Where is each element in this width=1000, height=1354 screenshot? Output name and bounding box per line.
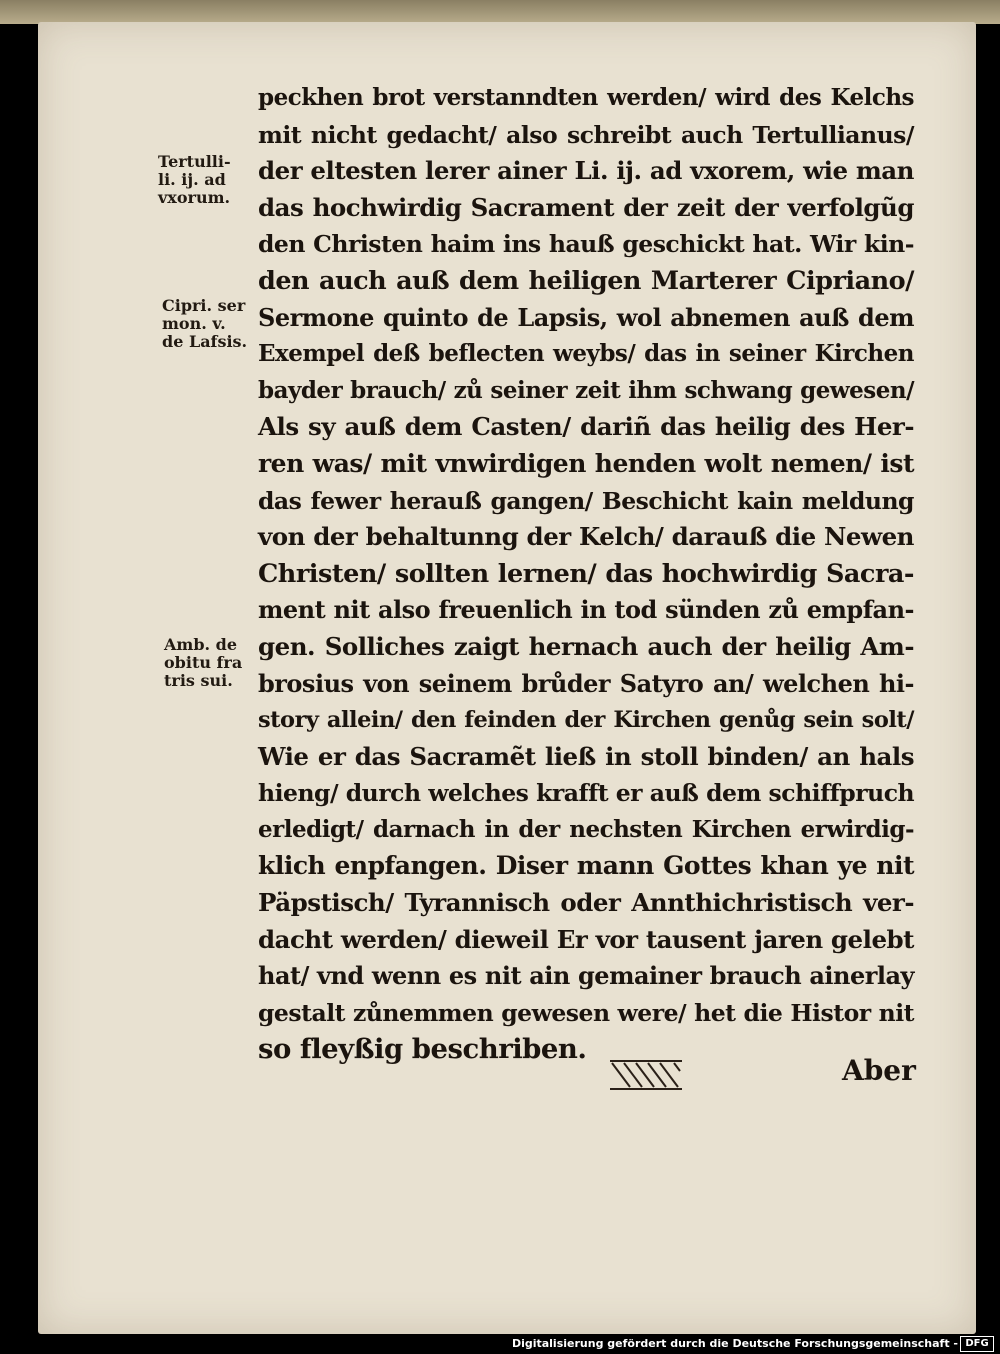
text-line: ment nit also freuenlich in tod sünden zů empfan- [258, 595, 914, 625]
text-line: hat/ vnd wenn es nit ain gemainer brauch ainerlay [258, 961, 914, 991]
text-line: gestalt zůnemmen gewesen were/ het die Histor nit [258, 998, 914, 1027]
text-line: das hochwirdig Sacrament der zeit der verfolgũg [258, 192, 914, 222]
marginal-note-line: de Lafsis. [162, 332, 248, 351]
text-line: Wie er das Sacramẽt ließ in stoll binden/ an hals [258, 741, 914, 771]
marginal-note-tertullian [158, 153, 231, 207]
text-line: dacht werden/ dieweil Er vor tausent jaren gelebt [258, 924, 914, 954]
text-line: bayder brauch/ zů seiner zeit ihm schwang gewesen/ [258, 376, 914, 404]
text-line: klich enpfangen. Diser mann Gottes khan ye nit [258, 851, 914, 881]
text-line: Päpstisch/ Tyrannisch oder Annthichristisch ver- [258, 888, 914, 918]
text-line: den auch auß dem heiligen Marterer Cipriano/ [258, 265, 914, 296]
marginal-note-line: li. ij. ad [158, 170, 226, 189]
text-line: story allein/ den feinden der Kirchen genůg sein solt/ [258, 707, 914, 734]
main-text-block [258, 80, 918, 1068]
text-line: brosius von seinem brůder Satyro an/ welchen hi- [258, 668, 914, 698]
catchword: Aber [842, 1054, 916, 1087]
text-line: von der behaltunng der Kelch/ darauß die Newen [258, 522, 914, 552]
text-line: so fleyßig beschriben. [258, 1033, 587, 1066]
marginal-note-cyprian [162, 297, 247, 351]
marginal-note-line: Tertulli- [158, 152, 231, 171]
text-line: mit nicht gedacht/ also schreibt auch Tertullianus/ [258, 120, 914, 149]
text-line: Als sy auß dem Casten/ dariñ das heilig des Her- [258, 412, 914, 442]
scan-top-edge [0, 0, 1000, 24]
marginal-note-ambrose [164, 636, 242, 690]
marginal-note-line: Cipri. ser [162, 296, 246, 315]
text-line: Sermone quinto de Lapsis, wol abnemen auß dem [258, 302, 914, 332]
text-line: der eltesten lerer ainer Li. ij. ad vxorem, wie man [258, 156, 914, 186]
text-line: den Christen haim ins hauß geschickt hat. Wir kin- [258, 230, 914, 259]
footer-bar [0, 1334, 1000, 1354]
text-line: Exempel deß beflecten weybs/ das in seiner Kirchen [258, 340, 914, 368]
funding-credit: Digitalisierung gefördert durch die Deutsche Forschungsgemeinschaft - [511, 1337, 958, 1350]
printer-ornament-icon [608, 1057, 684, 1093]
text-line: das fewer herauß gangen/ Beschicht kain meldung [258, 486, 914, 515]
text-line: Christen/ sollten lernen/ das hochwirdig Sacra- [258, 558, 914, 589]
text-line: hieng/ durch welches krafft er auß dem schiffpruch [258, 779, 915, 808]
dfg-logo: DFG [960, 1336, 994, 1352]
marginal-note-line: vxorum. [158, 188, 231, 207]
text-line: ren was/ mit vnwirdigen henden wolt nemen/ ist [258, 448, 914, 478]
marginal-note-line: obitu fra [164, 653, 243, 672]
marginal-note-line: Amb. de [164, 635, 238, 654]
text-line: erledigt/ darnach in der nechsten Kirchen erwirdig- [258, 815, 914, 843]
marginal-note-line: mon. v. [162, 314, 226, 333]
marginal-note-line: tris sui. [164, 671, 233, 690]
text-line: peckhen brot verstanndten werden/ wird des Kelchs [258, 84, 914, 111]
text-line: gen. Solliches zaigt hernach auch der heilig Am- [258, 631, 914, 661]
